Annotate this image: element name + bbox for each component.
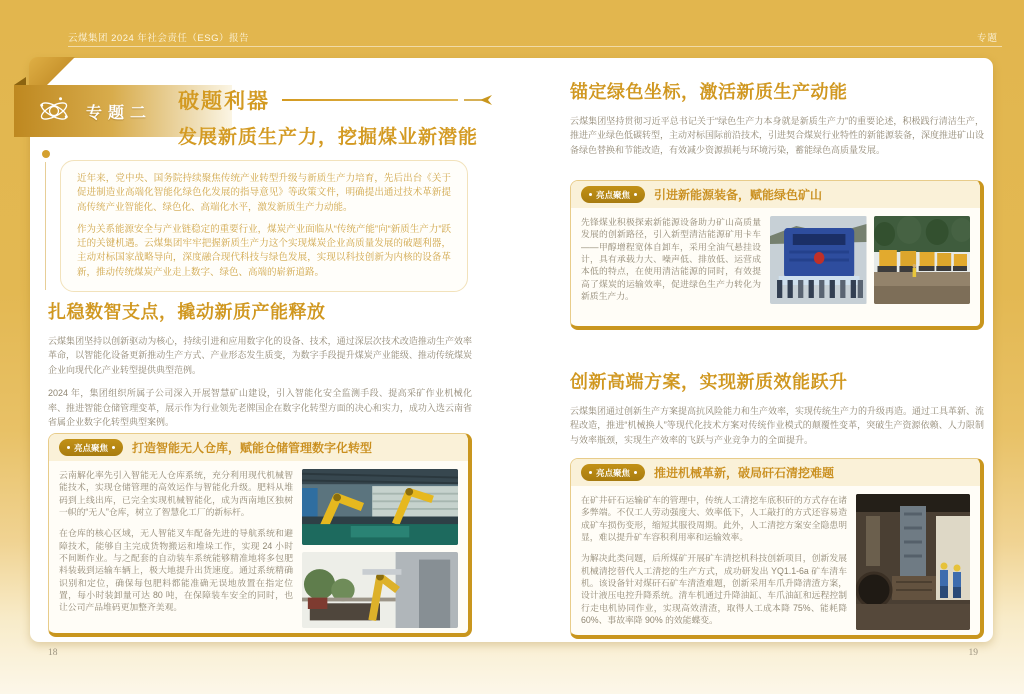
report-title: 云煤集团 2024 年社会责任（ESG）报告 (68, 33, 249, 44)
badge-dot (589, 193, 592, 196)
section-body-digital (48, 334, 472, 429)
highlight-badge-label: 亮点聚焦 (74, 442, 109, 453)
photo-mine-cleaning-machine (856, 494, 970, 630)
content-card (30, 58, 993, 642)
title-decor-line (282, 99, 458, 101)
highlight-badge (581, 186, 645, 203)
highlight-box-new-energy (570, 180, 984, 330)
atom-icon (36, 93, 72, 129)
photo-warehouse-robot (302, 469, 458, 545)
photo-truck-fleet (874, 216, 971, 304)
intro-vertical-line (45, 162, 46, 290)
paragraph: 2024 年，集团组织所属子公司深入开展智慧矿山建设，引入智能化安全监测手段、提高采矿作业机械化率、推进智能仓储管理变革，展示作为行业领先老牌国企在数字化转型方面的决心和实力，成功入选云南省省属企业数字化转型典型案例。 (48, 388, 472, 427)
highlight-badge-label: 亮点聚焦 (596, 467, 631, 478)
paragraph: 云煤集团坚持以创新驱动为核心，持续引进和应用数字化的设备、技术，通过深层次技术改造推动生产效率革命，以智能化设备更新推动生产方式、产业形态发生质变，为数字手段提升煤炭产业能级、推动传统煤炭企业向现代化产业转型提供典型范例。 (48, 336, 472, 375)
paragraph: 为解决此类问题，后所煤矿开展矿车清挖机科技创新项目，创新发展机械清挖替代人工清挖的生产方式，成功研发出 YQ1.1-6a 矿车清车机。该设备针对煤矸石矿车清渣难题，创新采用车爪升降清渣方案，设计液压电控升降系统。清车机通过升降油缸、车爪油缸和远程控制行走电机协同作业，实现高效清渣，取得人工成本降 75%、能耗降 60%、事故率降 90% 的效能蝶变。 (581, 553, 847, 625)
paragraph: 先锋煤业积极探索新能源设备助力矿山高质量发展的创新路径，引入新型清洁能源矿用卡车——甲醇增程宽体自卸车，采用全油气悬挂设计，具有承载力大、噪声低、排放低、运营成本低的特点，在使用清洁能源的同时，有效提高了煤炭的运输效率，促进绿色生产力转化为新质生产力。 (581, 217, 761, 301)
badge-dot (112, 446, 115, 449)
highlight-header (571, 181, 980, 208)
paragraph: 在矿井矸石运输矿车的管理中，传统人工清挖车底积矸的方式存在诸多弊端。不仅工人劳动强度大、效率低下，人工敲打的方式还容易造成矿车损伤变形，缩短其服役周期。此外，人工清挖方案安全隐患明显，难以提升矿车容积利用率和运输效率。 (581, 495, 847, 542)
highlight-badge (59, 439, 123, 456)
section-heading-digital: 扎稳数智支点，撬动新质产能释放 (48, 302, 326, 322)
section-body-plan (570, 404, 984, 447)
paragraph: 在仓库的核心区域，无人智能叉车配备先进的导航系统和避障技术，能够自主完成货物搬运和堆垛工作，实现 24 小时不间断作业。与之配套的自动装车系统能够精准地将多包肥料装载到运输车辆上，极大地提升出货速度。通过系统精确识别和定位，确保每包肥料都能准确无误地放置在指定位置，每小时装卸量可达 80 吨，在保障装车安全的同时，也让公司产品堆码更加整齐美观。 (59, 528, 293, 613)
highlight-box-gangue (570, 458, 984, 639)
intro-paragraph-1: 近年来，党中央、国务院持续聚焦传统产业转型升级与新质生产力培育，先后出台《关于促进制造业高端化智能化绿色化发展的指导意见》等政策文件，明确提出通过技术革新提高传统产业智能化、绿色化、高端化水平，激发新质生产力动能。 (77, 173, 451, 213)
chapter-title (178, 85, 492, 149)
highlight-title-warehouse: 打造智能无人仓库，赋能仓储管理数字化转型 (132, 441, 373, 455)
intro-box (60, 160, 468, 292)
photo-column (856, 494, 970, 630)
page-number-right: 19 (968, 648, 978, 658)
highlight-text-gangue (581, 494, 847, 630)
paragraph: 云煤集团坚持贯彻习近平总书记关于“绿色生产力本身就是新质生产力”的重要论述，积极践行清洁生产，推进产业绿色低碳转型，主动对标国际前沿技术，引进契合煤炭行业特性的新能源装备，深度推进矿山设备绿色替换和节能改造，有效减少资源损耗与环境污染，蓄能绿色高质量发展。 (570, 116, 985, 155)
intro-paragraph-2: 作为关系能源安全与产业链稳定的重要行业，煤炭产业面临从“传统产能”向“新质生产力”跃迁的关键机遇。云煤集团牢牢把握新质生产力这个实现煤炭企业高质量发展的破题利器，主动对标国家战略导向，深度融合现代科技与绿色发展，实现以科技创新为内核的设备革新，推动传统煤炭产业走上数字、绿色、高端的崭新道路。 (77, 223, 451, 278)
chapter-title-main: 破题利器 (178, 90, 270, 113)
arrow-dart-icon (464, 94, 492, 106)
highlight-title-new-energy: 引进新能源装备，赋能绿色矿山 (654, 188, 823, 202)
intro-bullet-dot (42, 150, 50, 158)
highlight-box-warehouse (48, 433, 472, 637)
header-divider (68, 46, 1002, 47)
section-heading-green: 锚定绿色坐标，激活新质生产动能 (570, 82, 848, 102)
photo-column (302, 469, 458, 628)
photo-truck-loading (302, 552, 458, 628)
photo-truck-ceremony (770, 216, 867, 304)
highlight-badge-label: 亮点聚焦 (596, 189, 631, 200)
paragraph: 云南解化率先引入智能无人仓库系统，充分利用现代机械智能技术，实现仓储管理的高效运作与智能化升级。肥料从堆码到上线出库，已完全实现机械智能化，成为西南地区独树一帜的“无人”仓库，树立了智慧化工厂的新标杆。 (59, 470, 293, 517)
paragraph: 云煤集团通过创新生产方案提高抗风险能力和生产效率，实现传统生产力的升级再造。通过工具革新、流程改造，推进“机械换人”等现代化技术方案对传统作业模式的颠覆性变革，突破生产资源依赖、人力限制与效率瓶颈，实现生产效率的飞跃与产业竞争力的全面提升。 (570, 406, 985, 445)
topic-badge-label: 专题二 (86, 104, 153, 122)
photo-row (770, 216, 970, 304)
section-body-green (570, 114, 984, 157)
highlight-text-warehouse (59, 469, 293, 628)
header-section-label: 专题 (976, 33, 998, 44)
highlight-badge (581, 464, 645, 481)
badge-dot (634, 193, 637, 196)
badge-dot (589, 471, 592, 474)
page-number-left: 18 (48, 648, 58, 658)
highlight-header (49, 434, 468, 461)
badge-dot (634, 471, 637, 474)
badge-dot (67, 446, 70, 449)
highlight-header (571, 459, 980, 486)
highlight-text-new-energy (581, 216, 761, 304)
chapter-title-sub: 发展新质生产力，挖掘煤业新潜能 (178, 127, 479, 148)
highlight-title-gangue: 推进机械革新，破局矸石清挖难题 (654, 466, 835, 480)
section-heading-plan: 创新高端方案，实现新质效能跃升 (570, 372, 848, 392)
